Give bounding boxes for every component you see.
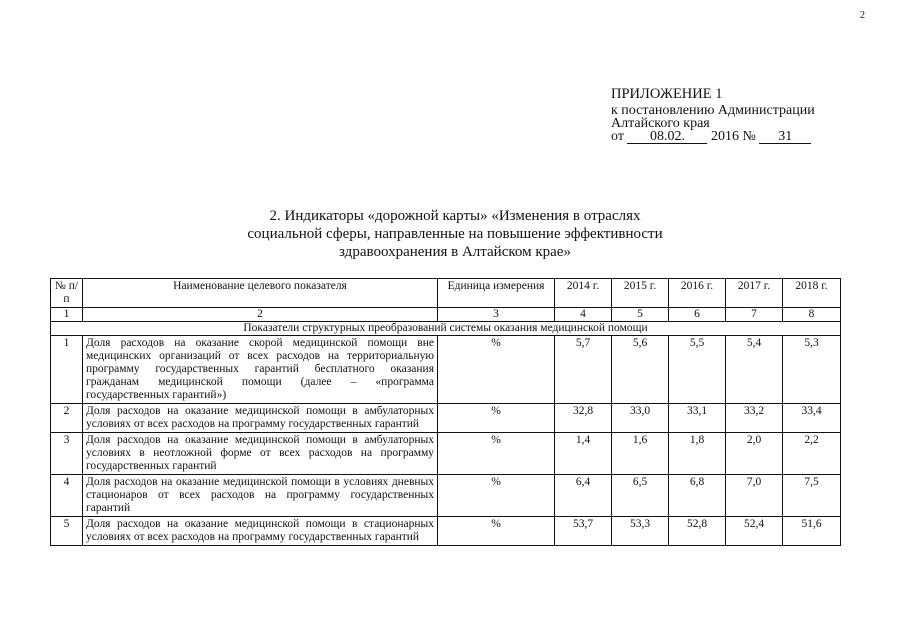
header-cell: № п/п <box>51 279 83 308</box>
indicator-name: Доля расходов на оказание медицинской помощи в амбулаторных условиях в неотложной форме от всех расходов на программу государственных гарантий <box>83 433 438 475</box>
indicators-table <box>50 278 841 546</box>
unit-cell: % <box>438 336 555 404</box>
indicator-name: Доля расходов на оказание медицинской помощи в амбулаторных условиях от всех расходов на программу государственных гарантий <box>83 404 438 433</box>
header-cell: Наименование целевого показателя <box>83 279 438 308</box>
document-title <box>200 207 710 261</box>
unit-cell: % <box>438 475 555 517</box>
column-numbers-row <box>51 308 841 322</box>
section-row <box>51 322 841 336</box>
appendix-line-1: к постановлению Администрации <box>611 103 815 118</box>
value-2018: 7,5 <box>783 475 841 517</box>
value-2018: 51,6 <box>783 517 841 546</box>
header-cell: 2015 г. <box>612 279 669 308</box>
indicator-name: Доля расходов на оказание медицинской помощи в условиях дневных стационаров от всех расходов на программу государственных гарантий <box>83 475 438 517</box>
value-2015: 53,3 <box>612 517 669 546</box>
value-2014: 6,4 <box>555 475 612 517</box>
value-2016: 33,1 <box>669 404 726 433</box>
table-row <box>51 336 841 404</box>
value-2018: 33,4 <box>783 404 841 433</box>
value-2017: 52,4 <box>726 517 783 546</box>
indicator-name: Доля расходов на оказание скорой медицинской помощи вне медицинских организаций от всех расходов на территориальную программу государственных гарантий бесплатного оказания гражданам медицинской помощи (далее – «программа государственных гарантий») <box>83 336 438 404</box>
appendix-line-2: Алтайского края <box>611 116 710 131</box>
value-2017: 33,2 <box>726 404 783 433</box>
column-number: 2 <box>83 308 438 322</box>
unit-cell: % <box>438 433 555 475</box>
date-value: 08.02. <box>627 131 707 144</box>
title-line-1: 2. Индикаторы «дорожной карты» «Изменения в отраслях <box>269 208 641 224</box>
section-title: Показатели структурных преобразований системы оказания медицинской помощи <box>51 322 841 336</box>
header-cell: Единица измерения <box>438 279 555 308</box>
value-2014: 1,4 <box>555 433 612 475</box>
value-2015: 6,5 <box>612 475 669 517</box>
value-2016: 1,8 <box>669 433 726 475</box>
header-row <box>51 279 841 308</box>
column-number: 8 <box>783 308 841 322</box>
table-row <box>51 517 841 546</box>
indicator-name: Доля расходов на оказание медицинской помощи в стационарных условиях от всех расходов на программу государственных гарантий <box>83 517 438 546</box>
row-number: 4 <box>51 475 83 517</box>
table-row <box>51 404 841 433</box>
page-number: 2 <box>860 10 865 21</box>
value-2017: 5,4 <box>726 336 783 404</box>
column-number: 6 <box>669 308 726 322</box>
value-2015: 1,6 <box>612 433 669 475</box>
column-number: 4 <box>555 308 612 322</box>
appendix-block <box>611 88 815 144</box>
value-2014: 53,7 <box>555 517 612 546</box>
value-2016: 5,5 <box>669 336 726 404</box>
row-number: 5 <box>51 517 83 546</box>
column-number: 3 <box>438 308 555 322</box>
row-number: 3 <box>51 433 83 475</box>
value-2014: 32,8 <box>555 404 612 433</box>
column-number: 1 <box>51 308 83 322</box>
unit-cell: % <box>438 404 555 433</box>
number-value: 31 <box>759 131 811 144</box>
date-prefix: от <box>611 129 624 144</box>
value-2015: 33,0 <box>612 404 669 433</box>
value-2018: 5,3 <box>783 336 841 404</box>
table-row <box>51 433 841 475</box>
title-line-3: здравоохранения в Алтайском крае» <box>339 244 571 260</box>
value-2017: 7,0 <box>726 475 783 517</box>
appendix-heading: ПРИЛОЖЕНИЕ 1 <box>611 86 723 102</box>
header-cell: 2014 г. <box>555 279 612 308</box>
unit-cell: % <box>438 517 555 546</box>
year-text: 2016 № <box>710 129 756 144</box>
value-2016: 6,8 <box>669 475 726 517</box>
header-cell: 2018 г. <box>783 279 841 308</box>
header-cell: 2017 г. <box>726 279 783 308</box>
value-2017: 2,0 <box>726 433 783 475</box>
value-2014: 5,7 <box>555 336 612 404</box>
table-row <box>51 475 841 517</box>
value-2015: 5,6 <box>612 336 669 404</box>
value-2016: 52,8 <box>669 517 726 546</box>
value-2018: 2,2 <box>783 433 841 475</box>
appendix-date-line <box>611 130 815 144</box>
header-cell: 2016 г. <box>669 279 726 308</box>
row-number: 1 <box>51 336 83 404</box>
title-line-2: социальной сферы, направленные на повышение эффективности <box>247 226 663 242</box>
column-number: 7 <box>726 308 783 322</box>
column-number: 5 <box>612 308 669 322</box>
row-number: 2 <box>51 404 83 433</box>
